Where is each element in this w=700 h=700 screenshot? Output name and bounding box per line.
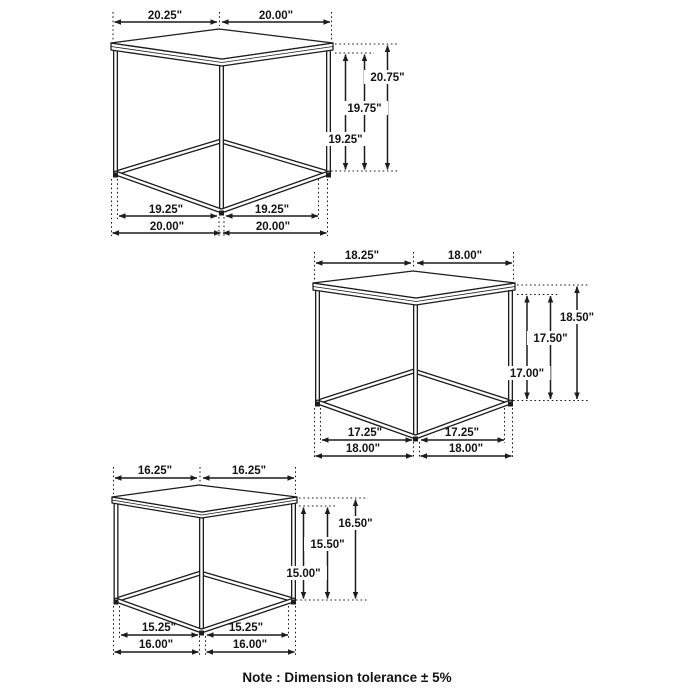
dim-base-outer-left: 20.00"	[149, 221, 185, 233]
tolerance-note: Note : Dimension tolerance ± 5%	[242, 670, 452, 685]
table-small	[112, 465, 379, 655]
dim-top-left: 18.25"	[344, 250, 380, 262]
dim-height-inner: 19.25"	[328, 134, 363, 146]
dim-top-left: 20.25"	[147, 10, 183, 22]
dim-base-outer-right: 18.00"	[448, 443, 484, 455]
dim-top-left: 16.25"	[137, 465, 173, 477]
dim-base-outer-left: 16.00"	[138, 639, 174, 651]
dim-top-right: 20.00"	[258, 10, 294, 22]
dim-base-inner-left: 15.25"	[141, 622, 177, 634]
table-small-frame	[112, 485, 297, 636]
dim-base-outer-right: 20.00"	[255, 221, 291, 233]
dim-height-inner: 17.00"	[509, 368, 545, 380]
dim-height-mid: 15.50"	[310, 539, 345, 551]
table-medium-frame	[313, 271, 515, 442]
dim-base-outer-right: 16.00"	[232, 639, 268, 651]
dim-base-inner-right: 17.25"	[444, 427, 480, 439]
dim-base-inner-left: 19.25"	[148, 204, 184, 216]
dim-top-right: 18.00"	[447, 250, 483, 262]
dim-base-outer-left: 18.00"	[345, 443, 381, 455]
dim-height-mid: 17.50"	[533, 333, 568, 345]
dim-height-total: 18.50"	[559, 312, 595, 324]
dim-height-mid: 19.75"	[347, 103, 382, 115]
dim-height-total: 16.50"	[338, 518, 373, 530]
table-large	[111, 10, 411, 236]
dim-top-right: 16.25"	[231, 465, 267, 477]
dim-height-total: 20.75"	[370, 72, 405, 84]
dim-base-inner-left: 17.25"	[347, 427, 383, 439]
dim-base-inner-right: 19.25"	[254, 204, 290, 216]
table-medium	[313, 250, 601, 458]
dim-height-inner: 15.00"	[286, 568, 321, 580]
dim-base-inner-right: 15.25"	[228, 622, 264, 634]
table-large-frame	[111, 29, 333, 216]
